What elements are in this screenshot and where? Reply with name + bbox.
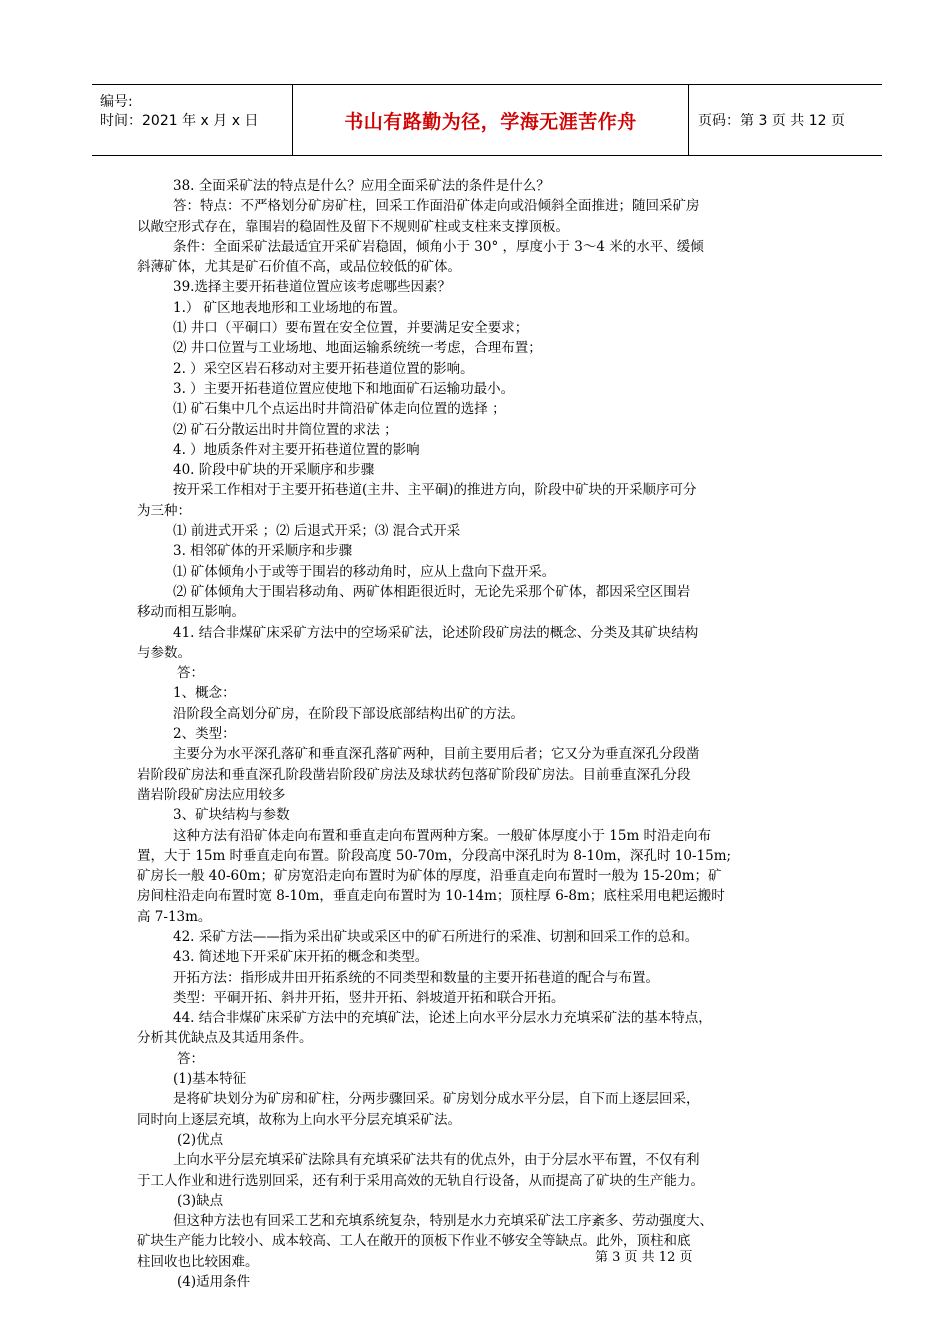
body-line: 3、矿块结构与参数 <box>173 807 290 824</box>
body-line: 分析其优缺点及其适用条件。 <box>137 1030 313 1047</box>
body-line: 39.选择主要开拓巷道位置应该考虑哪些因素？ <box>173 279 451 296</box>
body-line: 44. 结合非煤矿床采矿方法中的充填矿法，论述上向水平分层水力充填采矿法的基本特点， <box>173 1010 712 1027</box>
body-line: 41. 结合非煤矿床采矿方法中的空场采矿法，论述阶段矿房法的概念、分类及其矿块结构 <box>173 624 699 641</box>
body-line: ⑴ 井口（平硐口）要布置在安全位置，并要满足安全要求； <box>173 320 529 337</box>
body-line: 高 7-13m。 <box>137 908 212 925</box>
body-line: 40. 阶段中矿块的开采顺序和步骤 <box>173 462 375 479</box>
body-line: ⑵ 井口位置与工业场地、地面运输系统统一考虑，合理布置； <box>173 340 542 357</box>
header-page-cell <box>688 85 882 155</box>
body-line: 斜薄矿体，尤其是矿石价值不高，或品位较低的矿体。 <box>137 259 461 276</box>
body-line: 1、概念： <box>173 685 236 702</box>
body-line: (1)基本特征 <box>173 1071 247 1088</box>
body-line: 这种方法有沿矿体走向布置和垂直走向布置两种方案。一般矿体厚度小于 15m 时沿走向布 <box>173 827 712 844</box>
document-time-label: 时间：2021 年 x 月 x 日 <box>100 113 259 129</box>
body-line: 主要分为水平深孔落矿和垂直深孔落矿两种，目前主要用后者；它又分为垂直深孔分段凿 <box>173 746 700 763</box>
body-line: 2. ）采空区岩石移动对主要开拓巷道位置的影响。 <box>173 360 474 377</box>
body-line: 条件：全面采矿法最适宜开采矿岩稳固，倾角小于 30° ，厚度小于 3～4 米的水平、缓倾 <box>173 238 704 255</box>
body-line: ⑴ 矿石集中几个点运出时井筒沿矿体走向位置的选择 ； <box>173 401 506 418</box>
body-line: 答：特点：不严格划分矿房矿柱，回采工作面沿矿体走向或沿倾斜全面推进；随回采矿房 <box>173 198 700 215</box>
page-footer: 第 3 页 共 12 页 <box>595 1250 693 1265</box>
body-line: 以敞空形式存在，靠围岩的稳固性及留下不规则矿柱或支柱来支撑顶板。 <box>137 218 569 235</box>
page-header <box>92 84 882 156</box>
body-line: 答： <box>177 665 204 682</box>
body-line: 岩阶段矿房法和垂直深孔阶段凿岩阶段矿房法及球状药包落矿阶段矿房法。目前垂直深孔分段 <box>137 766 691 783</box>
body-line: 1.） 矿区地表地形和工业场地的布置。 <box>173 299 407 316</box>
body-line: (4)适用条件 <box>177 1274 251 1291</box>
body-line: (3)缺点 <box>177 1192 224 1209</box>
body-line: 43. 简述地下开采矿床开拓的概念和类型。 <box>173 949 429 966</box>
body-line: 38. 全面采矿法的特点是什么？应用全面采矿法的条件是什么？ <box>173 178 550 194</box>
body-line: 开拓方法：指形成井田开拓系统的不同类型和数量的主要开拓巷道的配合与布置。 <box>173 969 659 986</box>
body-line: 上向水平分层充填采矿法除具有充填采矿法共有的优点外，由于分层水平布置，不仅有利 <box>173 1152 700 1169</box>
body-line: ⑵ 矿石分散运出时井筒位置的求法 ； <box>173 421 398 438</box>
body-line: 房间柱沿走向布置时宽 8-10m，垂直走向布置时为 10-14m；顶柱厚 6-8m；底柱采用电耙运搬时 <box>137 888 725 905</box>
body-line: 矿块生产能力比较小、成本较高、工人在敞开的顶板下作业不够安全等缺点。此外，顶柱和底 <box>137 1233 691 1250</box>
body-line: 是将矿块划分为矿房和矿柱，分两步骤回采。矿房划分成水平分层，自下而上逐层回采， <box>173 1091 700 1108</box>
body-line: 于工人作业和进行选别回采，还有利于采用高效的无轨自行设备，从而提高了矿块的生产能力。 <box>137 1172 704 1189</box>
body-line: (2)优点 <box>177 1131 224 1148</box>
header-left-cell <box>92 85 292 155</box>
body-line: 3. ）主要开拓巷道位置应使地下和地面矿石运输功最小。 <box>173 380 515 397</box>
document-number-label: 编号: <box>100 94 133 110</box>
document-body <box>137 176 840 1292</box>
body-line: ⑵ 矿体倾角大于围岩移动角、两矿体相距很近时，无论先采那个矿体，都因采空区围岩 <box>173 583 691 600</box>
body-line: 同时向上逐层充填，故称为上向水平分层充填采矿法。 <box>137 1111 461 1128</box>
body-line: 为三种： <box>137 502 191 519</box>
header-motto: 书山有路勤为径，学海无涯苦作舟 <box>292 85 689 155</box>
body-line: 置，大于 15m 时垂直走向布置。阶段高度 50-70m，分段高中深孔时为 8-10m，深孔时 10-15m; <box>137 847 732 864</box>
body-line: 4. ）地质条件对主要开拓巷道位置的影响 <box>173 441 420 458</box>
body-line: 42. 采矿方法——指为采出矿块或采区中的矿石所进行的采准、切割和回采工作的总和。 <box>173 928 699 945</box>
body-line: 但这种方法也有回采工艺和充填系统复杂，特别是水力充填采矿法工序紊多、劳动强度大、 <box>173 1213 713 1230</box>
body-line: 3. 相邻矿体的开采顺序和步骤 <box>173 543 353 560</box>
body-line: 与参数。 <box>137 644 191 661</box>
body-line: 凿岩阶段矿房法应用较多 <box>137 786 286 803</box>
body-line: 类型：平硐开拓、斜井开拓，竖井开拓、斜坡道开拓和联合开拓。 <box>173 989 565 1006</box>
body-line: 2、类型： <box>173 726 236 743</box>
body-line: 移动而相互影响。 <box>137 604 245 621</box>
body-line: 答： <box>177 1050 204 1067</box>
body-line: ⑴ 矿体倾角小于或等于围岩的移动角时，应从上盘向下盘开采。 <box>173 563 556 580</box>
body-line: 沿阶段全高划分矿房，在阶段下部设底部结构出矿的方法。 <box>173 705 524 722</box>
body-line: 按开采工作相对于主要开拓巷道(主井、主平硐)的推进方向，阶段中矿块的开采顺序可分 <box>173 482 697 499</box>
body-line: ⑴ 前进式开采 ；⑵ 后退式开采；⑶ 混合式开采 <box>173 523 461 540</box>
body-line: 柱回收也比较困难。 <box>137 1253 259 1270</box>
body-line: 矿房长一般 40-60m；矿房宽沿走向布置时为矿体的厚度，沿垂直走向布置时一般为 15-20m；矿 <box>137 868 722 885</box>
header-page-label: 页码：第 3 页 共 12 页 <box>698 113 845 129</box>
